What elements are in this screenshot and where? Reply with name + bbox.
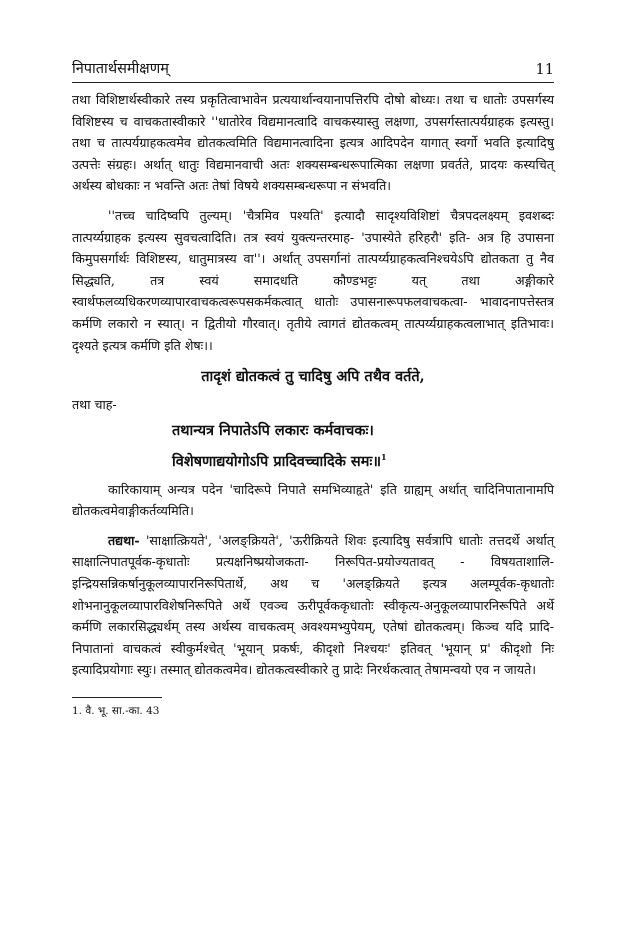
karika-verse [72, 418, 554, 475]
footnote: 1. वै. भू. सा.-का. 43 [72, 704, 160, 717]
footnote-marker: 1 [381, 451, 387, 462]
karika-line-2 [172, 444, 554, 475]
paragraph-3: कारिकायाम् अन्यत्र पदेन 'चादिरूपे निपाते समभिव्याहृते' इति ग्राह्यम् अर्थात् चादिनिपातानामपि द्योतकत्वमेवाङ्गीकर्तव्यमिति। [72, 481, 554, 519]
tatha-chaha-line: तथा चाह- [72, 397, 117, 413]
running-title: निपातार्थसमीक्षणम् [72, 61, 169, 77]
footnote-divider [72, 697, 162, 698]
karika-line-2-text: विशेषणाद्ययोगोऽपि प्रादिवच्चादिके समः॥ [172, 452, 382, 470]
page-number: 11 [535, 62, 554, 78]
paragraph-4-lead: तद्यथा- [108, 532, 140, 548]
paragraph-4-text: 'साक्षात्क्रियते', 'अलङ्क्रियते', 'ऊरीक्रियते शिवः इत्यादिषु सर्वत्रापि धातोः तत्तदर्थे अर्थात् साक्षात्निपातपूर्वक-कृधातोः प्रत्यक्षनिष्प्रयोजकता- निरूपित-प्रयोज्यतावत् - विषयताशालि-इन्द्रियसन्निकर्षानुकूलव्यापारनिरूपितार्थे, अथ च 'अलङ्क्रियते इत्यत्र अलम्पूर्वक-कृधातोः शोभनानुकूलव्यापारविशेषनिरूपिते अर्थे एवञ्च ऊरीपूर्वककृधातोः स्वीकृत्य-अनुकूलव्यापारनिरूपिते अर्थे कर्मणि लकारसिद्ध्यर्थम् तस्य अर्थस्य वाचकत्वम् अवश्यमभ्युपेयम्, एतेषां द्योतकत्वम्। किञ्च यदि प्रादि-निपातानां वाचकत्वं स्वीकुर्मश्चेत् 'भूयान् प्रकर्षः, कीदृशो निश्चयः' इतिवत् 'भूयान् प्र' कीदृशो निः इत्यादिप्रयोगाः स्युः। तस्मात् द्योतकत्वमेव। द्योतकत्वस्वीकारे तु प्रादेः निरर्थकत्वात् तेषामन्वयो एव न जायते। [72, 532, 554, 678]
document-page [72, 58, 554, 718]
page-header [72, 58, 554, 83]
paragraph-2: ''तच्च चादिष्वपि तुल्यम्। 'चैत्रमिव पश्यति' इत्यादौ सादृश्यविशिष्टां चैत्रपदलक्ष्यम् इवशब्दः तात्पर्य्यग्राहक इत्यस्य सुवचत्वादिति। तत्र स्वयं युक्त्यन्तरमाह- 'उपास्येते हरिहरौ' इति- अत्र हि उपासना किमुपसर्गार्थः विशिष्टस्य, धातुमात्रस्य वा''। अर्थात् उपसर्गानां तात्पर्य्यग्राहकत्वनिश्चयेऽपि द्योतकता तु नैव सिद्ध्यति, तत्र स्वयं समादधति कौण्डभट्टः यत् तथा अङ्गीकारे स्वार्थफलव्यधिकरणव्यापारवाचकत्वरूपसकर्मकत्वात् धातोः उपासनारूपफलवाचकत्वा- भावादनापत्तेस्तत्र कर्मणि लकारो न स्यात्। न द्वितीयो गौरवात्। तृतीये त्वागतं द्योतकत्वम् तात्पर्य्यग्राहकत्वलाभात् इतिभावः। दृश्यते इत्यत्र कर्मणि इति शेषः।। [72, 207, 554, 353]
paragraph-1: तथा विशिष्टार्थस्वीकारे तस्य प्रकृतित्वाभावेन प्रत्ययार्थान्वयानापत्तिरपि दोषो बोध्यः। तथा च धातोः उपसर्गस्य विशिष्टस्य च वाचकतास्वीकारे ''धातोरेव विद्यमानत्वादि वाचकस्यास्तु लक्षणा, उपसर्गस्तात्पर्यग्राहक इत्यस्तु। तथा च तात्पर्यग्राहकत्वमेव द्योतकत्वमिति विद्यमानत्वादिना इत्यत्र आदिपदेन यागात् स्वर्गो भवति इत्यादिषु उत्पत्तेः संग्रहः। अर्थात् धातुः विद्यमानवाची अतः शक्यसम्बन्धरूपात्मिका लक्षणा प्रवर्तते, प्रादयः कस्यचित् अर्थस्य बोधकाः न भवन्ति अतः तेषां विषये शक्यसम्बन्धरूपा न संभवति। [72, 92, 554, 194]
paragraph-4 [72, 530, 554, 681]
karika-line-1: तथान्यत्र निपातेऽपि लकारः कर्मवाचकः। [172, 421, 374, 439]
section-heading: तादृशं द्योतकत्वं तु चादिषु अपि तथैव वर्तते, [201, 368, 425, 386]
